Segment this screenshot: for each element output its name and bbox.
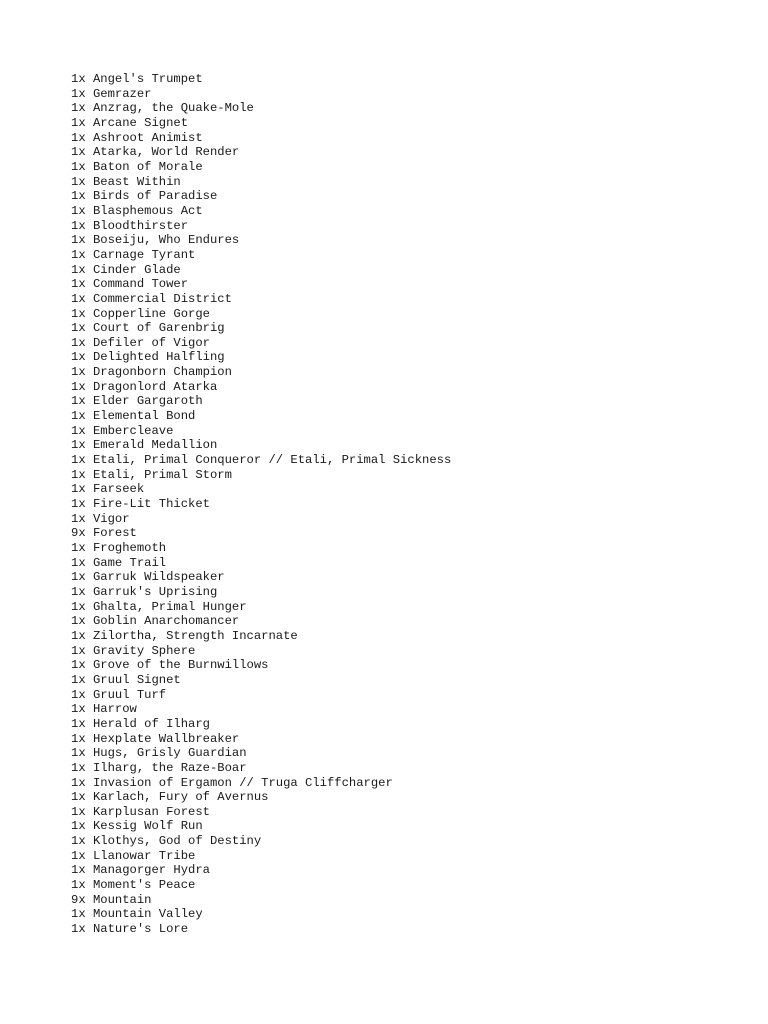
list-item: 1x Embercleave (71, 423, 174, 438)
list-item: 1x Karplusan Forest (71, 804, 210, 819)
list-item: 1x Moment's Peace (71, 878, 196, 893)
list-item: 1x Anzrag, the Quake-Mole (71, 101, 254, 116)
list-item: 1x Carnage Tyrant (71, 247, 196, 262)
list-item: 1x Arcane Signet (71, 115, 189, 130)
list-item: 1x Gravity Sphere (71, 643, 196, 658)
list-item: 1x Baton of Morale (71, 159, 203, 174)
list-item: 1x Klothys, God of Destiny (71, 834, 262, 849)
list-item: 1x Bloodthirster (71, 218, 189, 233)
list-item: 1x Herald of Ilharg (71, 716, 210, 731)
list-item: 1x Froghemoth (71, 541, 167, 555)
list-item: 1x Ilharg, the Raze-Boar (71, 760, 247, 775)
list-item: 1x Atarka, World Render (71, 145, 240, 160)
list-item: 1x Etali, Primal Conqueror // Etali, Primal Sickness (71, 453, 452, 468)
list-item: 1x Dragonlord Atarka (71, 379, 218, 394)
list-item: 1x Dragonborn Champion (71, 365, 232, 380)
list-item: 1x Managorger Hydra (71, 863, 210, 878)
list-item: 1x Farseek (71, 482, 145, 497)
list-item: 1x Elder Gargaroth (71, 394, 203, 409)
card-list (71, 72, 451, 937)
list-item: 1x Zilortha, Strength Incarnate (71, 628, 298, 643)
list-item: 1x Angel's Trumpet (71, 72, 203, 86)
list-item: 1x Command Tower (71, 277, 189, 292)
list-item: 1x Hugs, Grisly Guardian (71, 746, 247, 761)
list-item: 1x Emerald Medallion (71, 438, 218, 453)
list-item: 1x Fire-Lit Thicket (71, 497, 210, 512)
list-item: 1x Grove of the Burnwillows (71, 658, 269, 673)
list-item: 1x Elemental Bond (71, 409, 196, 424)
list-item: 9x Forest (71, 526, 137, 541)
list-item: 1x Mountain Valley (71, 907, 203, 922)
list-item: 1x Blasphemous Act (71, 203, 203, 218)
list-item: 1x Copperline Gorge (71, 306, 210, 321)
list-item: 1x Beast Within (71, 174, 181, 189)
list-item: 1x Karlach, Fury of Avernus (71, 790, 269, 805)
list-item: 1x Defiler of Vigor (71, 335, 210, 350)
list-item: 1x Garruk Wildspeaker (71, 570, 225, 585)
list-item: 9x Mountain (71, 892, 152, 907)
list-item: 1x Court of Garenbrig (71, 321, 225, 336)
list-item: 1x Boseiju, Who Endures (71, 233, 240, 248)
list-item: 1x Cinder Glade (71, 262, 181, 277)
list-item: 1x Delighted Halfling (71, 350, 225, 365)
list-item: 1x Garruk's Uprising (71, 584, 218, 599)
list-item: 1x Gruul Signet (71, 672, 181, 687)
list-item: 1x Commercial District (71, 291, 232, 306)
list-item: 1x Birds of Paradise (71, 189, 218, 204)
list-item: 1x Harrow (71, 702, 137, 717)
list-item: 1x Etali, Primal Storm (71, 467, 232, 482)
list-item: 1x Vigor (71, 511, 130, 526)
list-item: 1x Llanowar Tribe (71, 848, 196, 863)
list-item: 1x Hexplate Wallbreaker (71, 731, 240, 746)
list-item: 1x Ghalta, Primal Hunger (71, 599, 247, 614)
list-item: 1x Goblin Anarchomancer (71, 614, 240, 629)
list-item: 1x Ashroot Animist (71, 130, 203, 145)
list-item: 1x Invasion of Ergamon // Truga Cliffcharger (71, 775, 393, 790)
list-item: 1x Gruul Turf (71, 687, 167, 702)
list-item: 1x Game Trail (71, 555, 167, 570)
list-item: 1x Kessig Wolf Run (71, 819, 203, 834)
list-item: 1x Nature's Lore (71, 922, 189, 937)
list-item: 1x Gemrazer (71, 86, 152, 101)
